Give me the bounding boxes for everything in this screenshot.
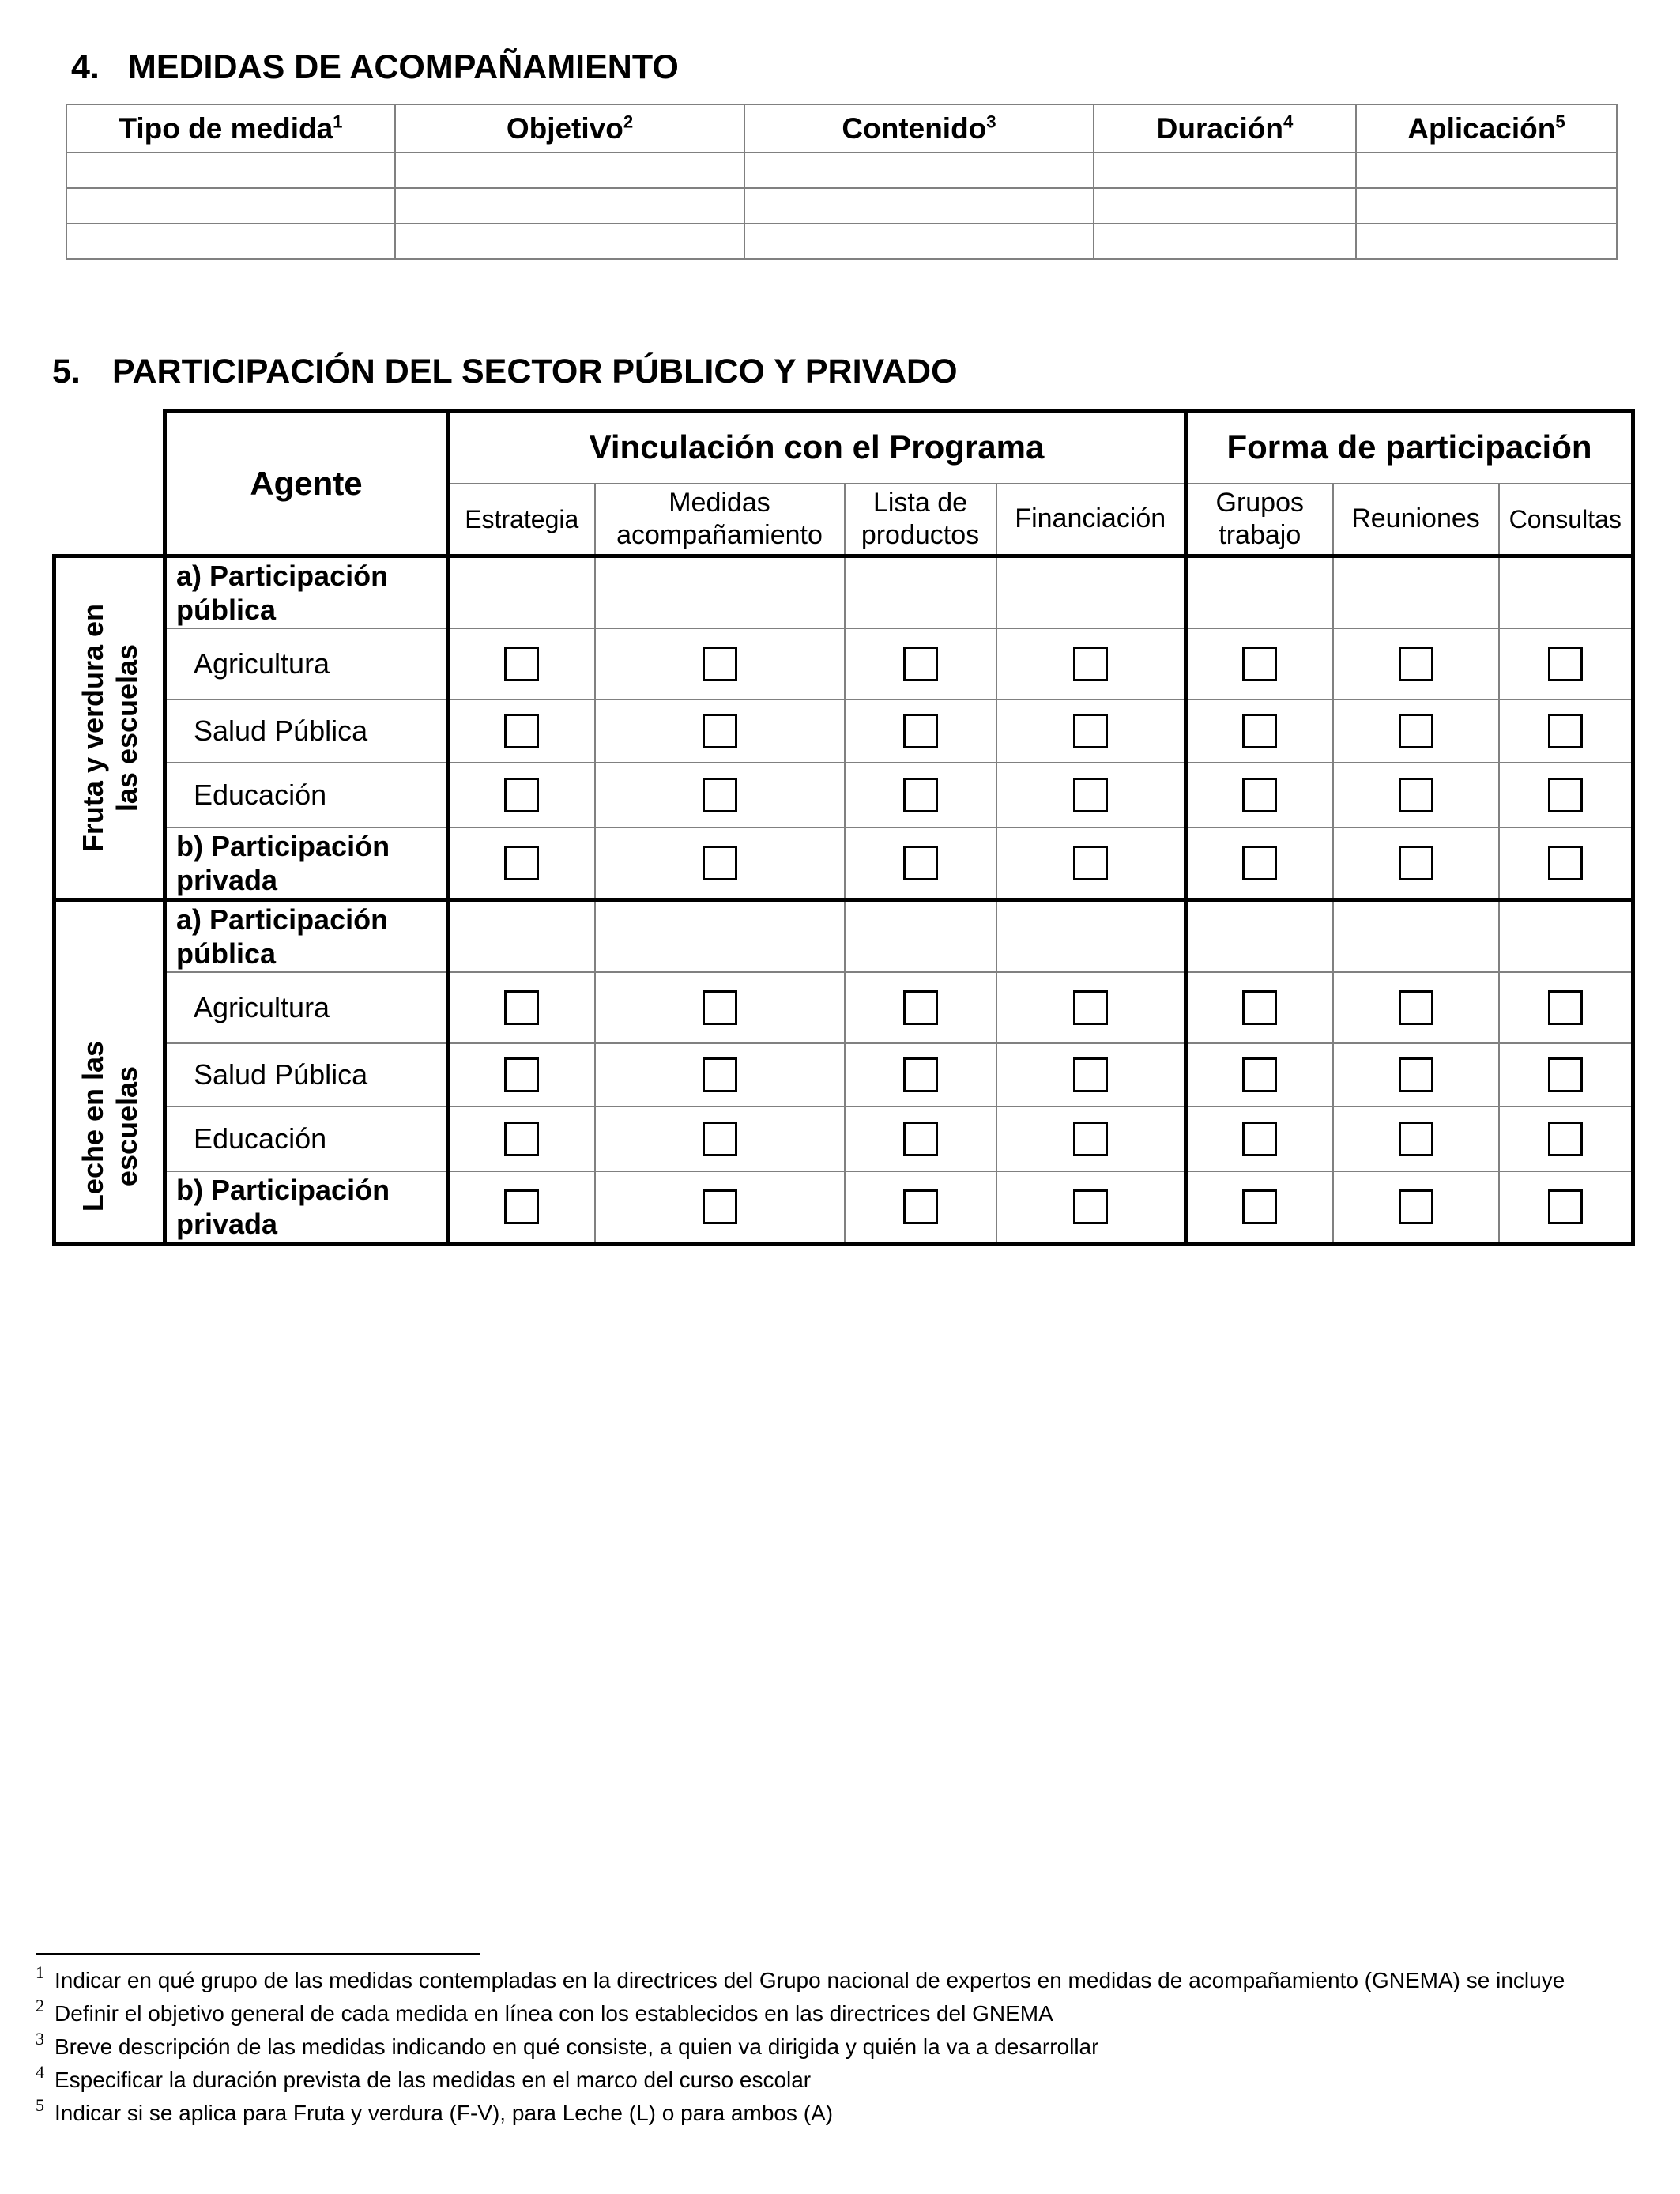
checkbox[interactable] [504,714,539,748]
checkbox[interactable] [1548,1057,1583,1092]
block1-row-agricultura: Agricultura [165,628,448,699]
blank-corner [55,411,165,556]
checkbox[interactable] [1399,1189,1433,1224]
table-row [55,827,1633,899]
block1-public-label: a) Participación pública [165,556,448,628]
checkbox[interactable] [1399,1122,1433,1156]
accompanying-measures-table [66,104,1618,260]
table-cell[interactable] [1356,224,1617,259]
checkbox[interactable] [1242,1122,1277,1156]
checkbox[interactable] [1073,778,1108,812]
table-row [66,153,1617,188]
checkbox[interactable] [1073,1057,1108,1092]
block1-row-educacion: Educación [165,763,448,827]
checkbox[interactable] [1399,990,1433,1025]
block2-vertical-label: Leche en las escuelas [55,900,165,1244]
checkbox[interactable] [1242,990,1277,1025]
checkbox[interactable] [504,1189,539,1224]
table-cell[interactable] [395,153,744,188]
col-header-contenido: Contenido$^3$ [744,104,1094,153]
subcol-medidas: Medidas acompañamiento [595,484,845,556]
block2-row-educacion: Educación [165,1106,448,1171]
vinculacion-header: Vinculación con el Programa [448,411,1186,484]
section-4-heading [71,48,679,86]
block2-public-row [55,900,1633,972]
checkbox[interactable] [1399,846,1433,880]
table-cell[interactable] [66,224,395,259]
block2-row-salud: Salud Pública [165,1043,448,1106]
block2-row-agricultura: Agricultura [165,972,448,1043]
block1-public-row [55,556,1633,628]
checkbox[interactable] [1548,647,1583,681]
table-row [66,188,1617,224]
empty-cell [448,900,595,972]
col-header-duracion: Duración$^4$ [1094,104,1356,153]
subcol-lista-productos: Lista de productos [845,484,996,556]
empty-cell [1186,900,1333,972]
block2-public-label: a) Participación pública [165,900,448,972]
table-cell[interactable] [744,188,1094,224]
checkbox[interactable] [1073,714,1108,748]
empty-cell [1333,900,1499,972]
checkbox[interactable] [1073,1122,1108,1156]
table-row [55,972,1633,1043]
table-cell[interactable] [1094,153,1356,188]
header-row-1 [55,411,1633,484]
checkbox[interactable] [1548,1122,1583,1156]
table-cell[interactable] [1356,188,1617,224]
checkbox[interactable] [504,846,539,880]
checkbox[interactable] [903,1122,938,1156]
subcol-grupos-trabajo: Grupos trabajo [1186,484,1333,556]
checkbox[interactable] [1399,1057,1433,1092]
checkbox[interactable] [1548,778,1583,812]
checkbox[interactable] [903,990,938,1025]
col-header-tipo: Tipo de medida$^1$ [66,104,395,153]
participation-table [52,409,1635,1246]
table-cell[interactable] [744,153,1094,188]
checkbox[interactable] [1242,1189,1277,1224]
checkbox[interactable] [1073,990,1108,1025]
checkbox[interactable] [504,1057,539,1092]
table-cell[interactable] [1094,188,1356,224]
checkbox[interactable] [1399,647,1433,681]
checkbox[interactable] [703,1122,737,1156]
table-header-row [66,104,1617,153]
table-cell[interactable] [1094,224,1356,259]
block1-private-label: b) Participación privada [165,827,448,899]
footnotes [36,1962,1656,2132]
table-cell[interactable] [66,153,395,188]
checkbox[interactable] [504,647,539,681]
checkbox[interactable] [504,778,539,812]
checkbox[interactable] [903,1189,938,1224]
empty-cell [845,556,996,628]
section-5-heading [52,352,958,390]
section-4-title: MEDIDAS DE ACOMPAÑAMIENTO [128,48,679,86]
empty-cell [845,900,996,972]
checkbox[interactable] [1242,1057,1277,1092]
checkbox[interactable] [1073,647,1108,681]
table-row [55,699,1633,763]
checkbox[interactable] [1548,990,1583,1025]
checkbox[interactable] [703,846,737,880]
table-cell[interactable] [66,188,395,224]
col-header-aplicacion: Aplicación$^5$ [1356,104,1617,153]
checkbox[interactable] [703,778,737,812]
block1-row-salud: Salud Pública [165,699,448,763]
footnote-4: 4 Especificar la duración prevista de las medidas en el marco del curso escolar [36,2062,812,2092]
checkbox[interactable] [903,647,938,681]
empty-cell [996,900,1186,972]
checkbox[interactable] [903,846,938,880]
table-row [55,1043,1633,1106]
checkbox[interactable] [1073,1189,1108,1224]
block1-vertical-label: Fruta y verdura en las escuelas [55,556,165,900]
checkbox[interactable] [1548,714,1583,748]
checkbox[interactable] [504,990,539,1025]
table-row [55,628,1633,699]
section-4-number: 4. [71,48,100,86]
footnote-3: 3 Breve descripción de las medidas indicando en qué consiste, a quien va dirigida y quién la va a desarrollar [36,2029,1099,2059]
empty-cell [448,556,595,628]
checkbox[interactable] [1399,778,1433,812]
table-row [55,763,1633,827]
checkbox[interactable] [1548,1189,1583,1224]
table-cell[interactable] [395,224,744,259]
table-cell[interactable] [1356,153,1617,188]
empty-cell [595,556,845,628]
empty-cell [1499,556,1633,628]
empty-cell [1499,900,1633,972]
footnote-2: 2 Definir el objetivo general de cada medida en línea con los establecidos en las directrices del GNEMA [36,1996,1053,2026]
checkbox[interactable] [703,990,737,1025]
table-row [55,1106,1633,1171]
table-row [66,224,1617,259]
empty-cell [1186,556,1333,628]
checkbox[interactable] [703,714,737,748]
checkbox[interactable] [703,1189,737,1224]
col-header-objetivo: Objetivo$^2$ [395,104,744,153]
forma-participacion-header: Forma de participación [1186,411,1633,484]
checkbox[interactable] [1242,778,1277,812]
table-row [55,1171,1633,1243]
subcol-estrategia: Estrategia [448,484,595,556]
empty-cell [595,900,845,972]
subcol-consultas: Consultas [1499,484,1633,556]
empty-cell [996,556,1186,628]
table-cell[interactable] [744,224,1094,259]
section-5-number: 5. [52,352,81,390]
checkbox[interactable] [903,1057,938,1092]
checkbox[interactable] [1242,846,1277,880]
checkbox[interactable] [1548,846,1583,880]
footnote-5: 5 Indicar si se aplica para Fruta y verdura (F-V), para Leche (L) o para ambos (A) [36,2095,834,2125]
footnote-separator [36,1953,480,1955]
checkbox[interactable] [903,714,938,748]
agent-header: Agente [165,411,448,556]
section-5-title: PARTICIPACIÓN DEL SECTOR PÚBLICO Y PRIVADO [112,352,958,390]
checkbox[interactable] [504,1122,539,1156]
empty-cell [1333,556,1499,628]
checkbox[interactable] [903,778,938,812]
block2-private-label: b) Participación privada [165,1171,448,1243]
checkbox[interactable] [1242,647,1277,681]
checkbox[interactable] [1242,714,1277,748]
checkbox[interactable] [703,1057,737,1092]
checkbox[interactable] [1073,846,1108,880]
checkbox[interactable] [1399,714,1433,748]
footnote-1: 1 Indicar en qué grupo de las medidas contempladas en la directrices del Grupo nacional de expertos en medidas de acompañamiento (GNEMA) se incluye [36,1962,1565,1992]
subcol-financiacion: Financiación [996,484,1186,556]
subcol-reuniones: Reuniones [1333,484,1499,556]
checkbox[interactable] [703,647,737,681]
table-cell[interactable] [395,188,744,224]
